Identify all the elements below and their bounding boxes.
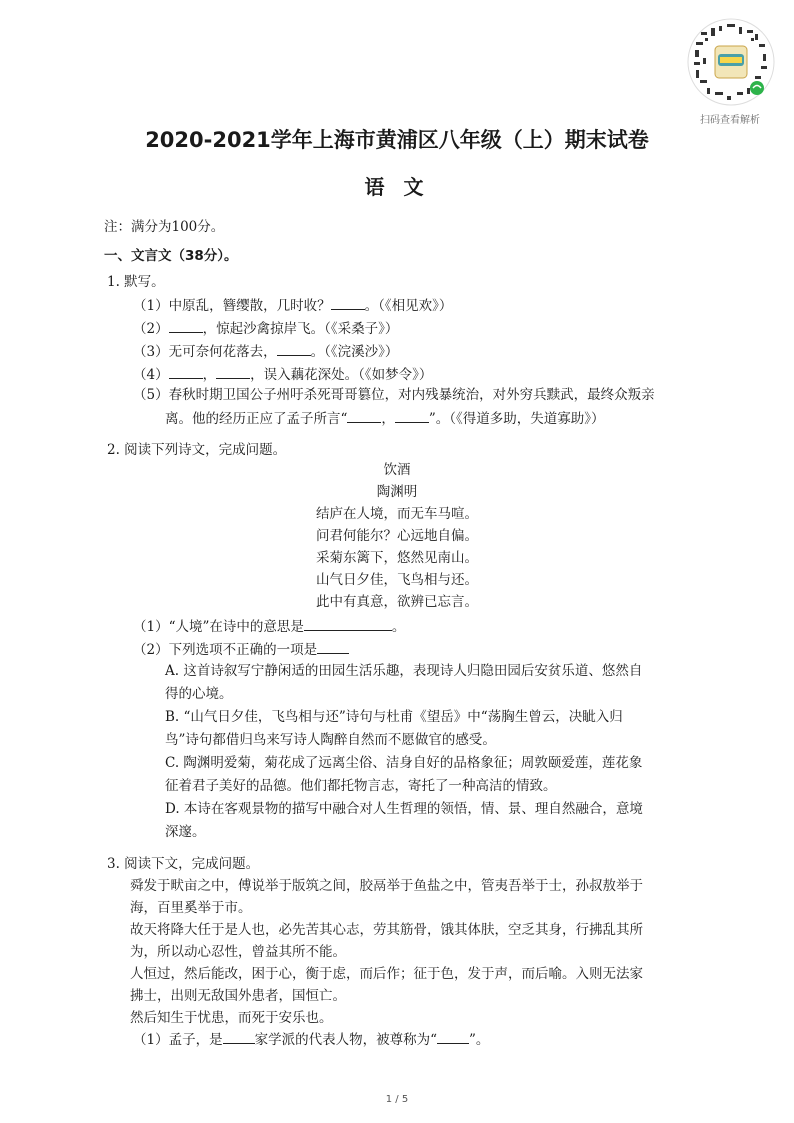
q2-option-a-2: 得的心境。 xyxy=(165,686,233,702)
q3-sub1 xyxy=(133,1029,489,1050)
qr-caption: 扫码查看解析 xyxy=(700,115,760,126)
q1-item-1-pre: （1）中原乱，簪缨散，几时收？ xyxy=(133,298,331,314)
answer-blank[interactable] xyxy=(216,364,250,379)
answer-blank[interactable] xyxy=(437,1029,469,1044)
q1-item-4-pre: （4） xyxy=(133,367,169,383)
q2-option-c-1: C. 陶渊明爱菊，菊花成了远离尘俗、洁身自好的品格象征；周敦颐爱莲，莲花象 xyxy=(165,755,643,771)
q2-sub1 xyxy=(133,616,405,637)
subject-title: 语 文 xyxy=(364,175,430,199)
poem-line: 此中有真意，欲辨已忘言。 xyxy=(316,594,478,610)
q2-sub2 xyxy=(133,639,349,660)
q3-passage-line: 故天将降大任于是人也，必先苦其心志，劳其筋骨，饿其体肤，空乏其身，行拂乱其所 xyxy=(130,922,643,938)
q1-item-1 xyxy=(133,295,452,316)
q1-item-3 xyxy=(133,341,398,362)
q3-passage-line: 舜发于畎亩之中，傅说举于版筑之间，胶鬲举于鱼盐之中，管夷吾举于士，孙叔敖举于 xyxy=(130,878,643,894)
q3-stem: 3. 阅读下文，完成问题。 xyxy=(107,856,260,872)
q1-item-3-post: 。（《浣溪沙》） xyxy=(310,344,399,360)
page-number: 1 / 5 xyxy=(385,1094,409,1105)
q1-item-4-post: ，误入藕花深处。（《如梦令》） xyxy=(250,367,433,383)
qr-code xyxy=(687,18,775,106)
q2-option-b-1: B. “山气日夕佳，飞鸟相与还”诗句与杜甫《望岳》中“荡胸生曾云，决眦入归 xyxy=(165,709,623,725)
q2-sub2-text: （2）下列选项不正确的一项是 xyxy=(133,642,318,658)
poem-author: 陶渊明 xyxy=(376,484,418,500)
q1-item-2-post: ，惊起沙禽掠岸飞。（《采桑子》） xyxy=(202,321,399,337)
q2-option-d-2: 深邃。 xyxy=(165,824,206,840)
poem-title: 饮酒 xyxy=(383,462,411,478)
q2-option-c-2: 征着君子美好的品德。他们都托物言志，寄托了一种高洁的情致。 xyxy=(165,778,557,794)
q2-option-a-1: A. 这首诗叙写宁静闲适的田园生活乐趣，表现诗人归隐田园后安贫乐道、悠然自 xyxy=(165,663,643,679)
answer-blank[interactable] xyxy=(223,1029,255,1044)
q2-stem: 2. 阅读下列诗文，完成问题。 xyxy=(107,442,287,458)
answer-blank[interactable] xyxy=(169,318,203,333)
answer-blank[interactable] xyxy=(169,364,203,379)
answer-blank[interactable] xyxy=(395,408,429,423)
score-note: 注：满分为100分。 xyxy=(104,219,225,235)
answer-blank[interactable] xyxy=(331,295,365,310)
q2-sub1-pre: （1）“人境”在诗中的意思是 xyxy=(133,619,304,635)
answer-blank[interactable] xyxy=(347,408,381,423)
section-heading: 一、文言文（38分）。 xyxy=(104,248,238,264)
q1-item-2-pre: （2） xyxy=(133,321,169,337)
q2-option-b-2: 鸟”诗句都借归鸟来写诗人陶醉自然而不愿做官的感受。 xyxy=(165,732,496,748)
qr-code-graphic xyxy=(687,18,775,106)
q3-passage-line: 海，百里奚举于市。 xyxy=(130,900,252,916)
q1-item-2 xyxy=(133,318,398,339)
q1-stem: 1. 默写。 xyxy=(107,274,165,290)
q1-item-4-mid: ， xyxy=(202,367,217,383)
q3-passage-line: 拂士，出则无敌国外患者，国恒亡。 xyxy=(130,988,346,1004)
q1-item-5-pre: 离。他的经历正应了孟子所言“ xyxy=(165,411,348,427)
page-title: 2020-2021学年上海市黄浦区八年级（上）期末试卷 xyxy=(145,128,649,152)
q3-sub1-pre: （1）孟子，是 xyxy=(133,1032,223,1048)
poem-line: 结庐在人境，而无车马喧。 xyxy=(316,506,478,522)
q1-item-3-pre: （3）无可奈何花落去， xyxy=(133,344,277,360)
q3-sub1-post: ”。 xyxy=(469,1032,490,1048)
q1-item-5-post: ”。（《得道多助，失道寡助》） xyxy=(428,411,605,427)
poem-line: 山气日夕佳，飞鸟相与还。 xyxy=(316,572,478,588)
q1-item-4 xyxy=(133,364,432,385)
q1-item-1-post: 。（《相见欢》） xyxy=(364,298,453,314)
q2-option-d-1: D. 本诗在客观景物的描写中融合对人生哲理的领悟，情、景、理自然融合，意境 xyxy=(165,801,643,817)
q1-item-5-line2 xyxy=(165,408,605,429)
q2-sub1-post: 。 xyxy=(391,619,406,635)
answer-blank[interactable] xyxy=(317,639,349,654)
answer-blank[interactable] xyxy=(277,341,311,356)
q3-sub1-mid: 家学派的代表人物，被尊称为“ xyxy=(254,1032,437,1048)
q3-passage-line: 为，所以动心忍性，曾益其所不能。 xyxy=(130,944,346,960)
q1-item-5-line1: （5）春秋时期卫国公子州吁杀死哥哥篡位，对内残暴统治，对外穷兵黩武，最终众叛亲 xyxy=(133,387,655,403)
poem-line: 问君何能尔？心远地自偏。 xyxy=(316,528,478,544)
poem-line: 采菊东篱下，悠然见南山。 xyxy=(316,550,478,566)
answer-blank[interactable] xyxy=(304,616,392,631)
q3-passage-line: 然后知生于忧患，而死于安乐也。 xyxy=(130,1010,333,1026)
q1-item-5-mid: ， xyxy=(381,411,395,427)
q3-passage-line: 人恒过，然后能改，困于心，衡于虑，而后作；征于色，发于声，而后喻。入则无法家 xyxy=(130,966,643,982)
